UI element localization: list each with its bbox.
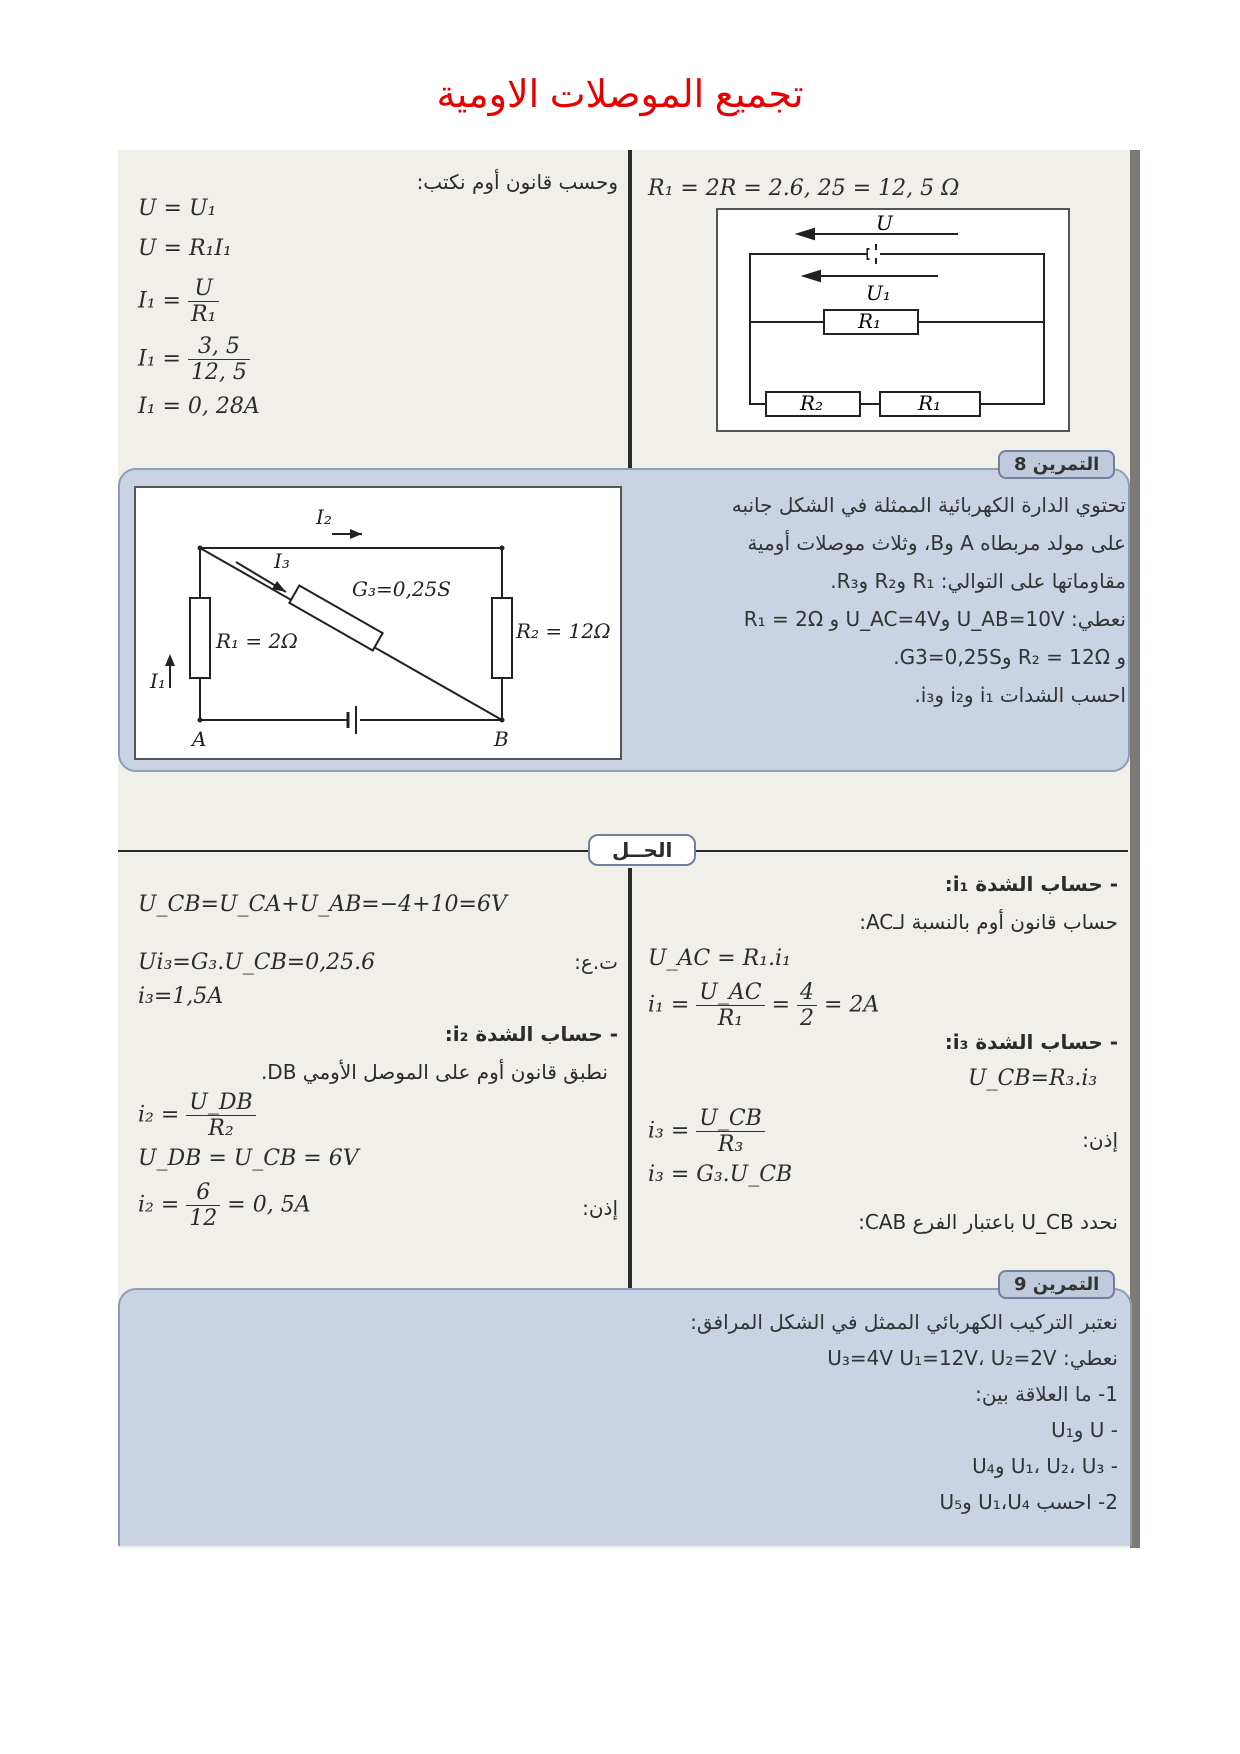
label-I2: I₂ <box>316 505 332 529</box>
frac-den: R₂ <box>208 1116 234 1141</box>
circuit-diagram-1 <box>716 208 1070 432</box>
label-R1-top: R₁ <box>858 309 882 333</box>
circuit-2-svg <box>136 488 620 758</box>
label-U: U <box>876 211 893 235</box>
frac-den: 2 <box>800 1006 814 1031</box>
frac-den: R₁ <box>190 302 217 327</box>
ex9-line-6: 2- احسب U₁،U₄ وU₅ <box>939 1490 1118 1514</box>
sol-left-eq6 <box>138 1180 311 1231</box>
exercise-9-text <box>478 1304 1118 1520</box>
frac-num: U_AC <box>696 980 764 1006</box>
left-intro: وحسب قانون أوم نكتب: <box>416 170 618 194</box>
frac-num: 4 <box>797 980 817 1006</box>
sol-left-eq4 <box>138 1090 256 1141</box>
frac-num: 3, 5 <box>188 334 250 360</box>
frac-eq: = <box>771 992 790 1018</box>
circuit-1-svg <box>718 210 1068 430</box>
left-line-2: U = R₁I₁ <box>138 236 232 261</box>
label-R2: R₂ <box>800 391 824 415</box>
label-G3: G₃=0,25S <box>352 577 451 601</box>
frac-rhs: = 2A <box>824 992 880 1018</box>
sol-right-t2: نحدد U_CB باعتبار الفرع CAB: <box>858 1210 1118 1234</box>
sol-left-eq2: Ui₃=G₃.U_CB=0,25.6 <box>138 950 376 975</box>
frac-num: U_DB <box>186 1090 255 1116</box>
page-title: تجميع الموصلات الاومية <box>436 74 804 116</box>
sol-right-h1: - حساب الشدة i₁: <box>944 872 1118 896</box>
sol-left-eq5: U_DB = U_CB = 6V <box>138 1146 359 1171</box>
left-frac-2 <box>138 334 250 385</box>
label-R2: R₂ = 12Ω <box>516 619 611 643</box>
ex8-line-3: مقاوماتها على التوالي: R₁ وR₂ وR₃. <box>830 569 1126 593</box>
frac-den: 12 <box>189 1206 218 1231</box>
sol-left-eq1: U_CB=U_CA+U_AB=−4+10=6V <box>138 892 507 917</box>
frac-lhs: i₁ = <box>648 992 690 1018</box>
ex8-line-1: تحتوي الدارة الكهربائية الممثلة في الشكل جانبه <box>731 493 1126 517</box>
ex9-line-5: - U₁، U₂، U₃ وU₄ <box>972 1454 1118 1478</box>
frac-num: U <box>188 276 219 302</box>
sol-right-eq4 <box>648 1106 765 1157</box>
sol-left-idhan: إذن: <box>582 1196 618 1220</box>
sol-left-ta: ت.ع: <box>574 950 618 974</box>
ex8-line-2: على مولد مربطاه A وB، وثلاث موصلات أومية <box>747 531 1126 555</box>
ex8-line-4: نعطي: U_AB=10V وU_AC=4V و R₁ = 2Ω <box>743 607 1126 631</box>
ex9-line-2: نعطي: U₃=4V U₁=12V، U₂=2V <box>827 1346 1118 1370</box>
label-I1: I₁ <box>150 669 166 693</box>
frac-lhs: i₂ = <box>138 1192 180 1218</box>
sol-right-h2: - حساب الشدة i₃: <box>944 1030 1118 1054</box>
frac-num: U_CB <box>696 1106 765 1132</box>
sol-left-eq3: i₃=1,5A <box>138 984 224 1009</box>
ex8-line-5: و R₂ = 12Ω وG3=0,25S. <box>893 645 1126 669</box>
label-A: A <box>192 727 207 751</box>
ex8-line-6: احسب الشدات i₁ وi₂ وi₃. <box>914 683 1126 707</box>
exercise-9-tab: التمرين 9 <box>998 1270 1115 1299</box>
arrow-I1 <box>165 654 175 666</box>
frac-rhs: = 0, 5A <box>227 1192 311 1218</box>
ex9-line-1: نعتبر التركيب الكهربائي الممثل في الشكل المرافق: <box>690 1310 1118 1334</box>
frac-lhs: i₃ = <box>648 1118 690 1144</box>
column-divider-solution <box>628 868 632 1288</box>
circuit-diagram-2 <box>134 486 622 760</box>
solution-tab: الحــل <box>588 834 696 866</box>
label-I3: I₃ <box>274 549 290 573</box>
left-frac-1 <box>138 276 219 327</box>
sol-left-h1: - حساب الشدة i₂: <box>444 1022 618 1046</box>
sol-right-eq1: U_AC = R₁.i₁ <box>648 946 791 971</box>
frac-lhs: i₂ = <box>138 1102 180 1128</box>
frac-den: R₃ <box>717 1132 744 1157</box>
left-line-1: U = U₁ <box>138 196 217 221</box>
frac-lhs: I₁ = <box>138 288 181 314</box>
sol-right-eq3: U_CB=R₃.i₃ <box>968 1066 1098 1091</box>
label-R1: R₁ = 2Ω <box>216 629 298 653</box>
right-equation: R₁ = 2R = 2.6, 25 = 12, 5 Ω <box>648 176 960 201</box>
ex9-line-3: 1- ما العلاقة بين: <box>975 1382 1118 1406</box>
sol-right-eq5: i₃ = G₃.U_CB <box>648 1162 793 1187</box>
arrow-I2 <box>350 529 362 539</box>
sol-left-t1: نطبق قانون أوم على الموصل الأومي DB. <box>260 1060 608 1084</box>
frac-den: R₁ <box>717 1006 744 1031</box>
frac-den: 12, 5 <box>190 360 247 385</box>
sol-right-eq2 <box>648 980 879 1031</box>
column-divider-top <box>628 150 632 468</box>
label-B: B <box>494 727 509 751</box>
label-R1-bottom: R₁ <box>918 391 942 415</box>
label-U1: U₁ <box>866 281 891 305</box>
frac-lhs: I₁ = <box>138 346 181 372</box>
ex9-line-4: - U وU₁ <box>1051 1418 1118 1442</box>
exercise-8-text <box>626 486 1126 714</box>
scanned-page <box>118 150 1140 1548</box>
sol-right-t1: حساب قانون أوم بالنسبة لـAC: <box>859 910 1118 934</box>
exercise-8-tab: التمرين 8 <box>998 450 1115 479</box>
frac-num: 6 <box>186 1180 220 1206</box>
sol-right-idhan: إذن: <box>1082 1128 1118 1152</box>
left-line-3: I₁ = 0, 28A <box>138 394 260 419</box>
